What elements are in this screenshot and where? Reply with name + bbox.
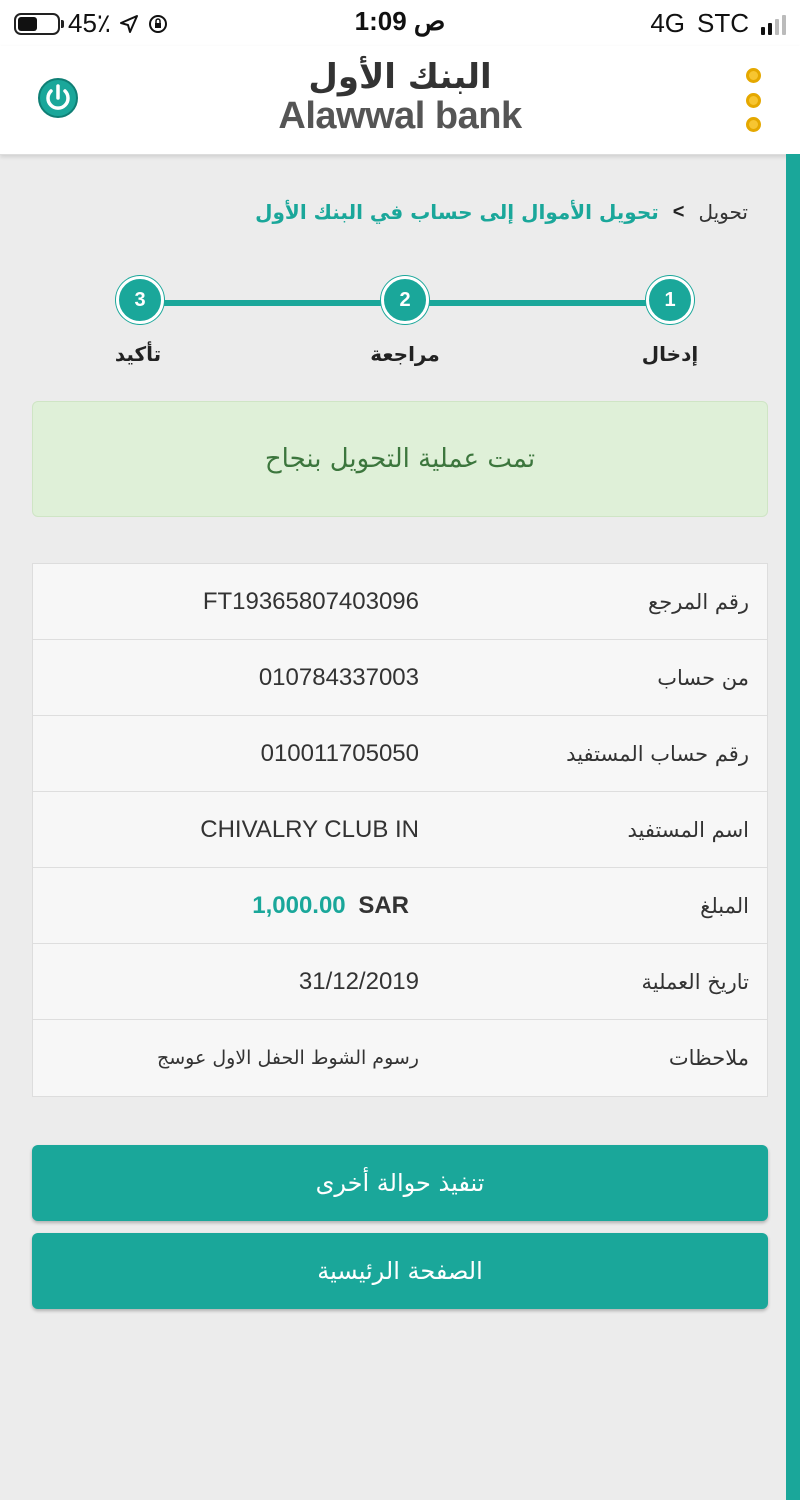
menu-dot-icon bbox=[746, 117, 761, 132]
logo-arabic: البنك الأول bbox=[308, 57, 492, 97]
status-time: 1:09 ص bbox=[354, 6, 446, 36]
detail-label: تاريخ العملية bbox=[641, 970, 749, 994]
step-2-label: مراجعة bbox=[370, 342, 440, 366]
breadcrumb-current: تحويل الأموال إلى حساب في البنك الأول bbox=[255, 200, 659, 224]
step-2-circle: 2 bbox=[381, 276, 429, 324]
menu-dot-icon bbox=[746, 68, 761, 83]
status-right bbox=[650, 8, 786, 39]
step-1-circle: 1 bbox=[646, 276, 694, 324]
detail-value: 31/12/2019 bbox=[298, 968, 419, 995]
network-type: 4G bbox=[650, 8, 685, 38]
detail-label: من حساب bbox=[657, 666, 749, 690]
transfer-details-table bbox=[32, 563, 768, 1097]
menu-button[interactable] bbox=[746, 68, 766, 132]
detail-label: اسم المستفيد bbox=[627, 818, 749, 842]
detail-row-amount bbox=[33, 868, 767, 944]
signal-strength-icon bbox=[761, 13, 786, 35]
bank-logo bbox=[0, 58, 800, 136]
step-1-label: إدخال bbox=[641, 342, 699, 366]
battery-percent: 45٪ bbox=[68, 8, 111, 38]
detail-value-amount bbox=[252, 868, 409, 944]
success-alert: تمت عملية التحويل بنجاح bbox=[32, 401, 768, 517]
detail-value: 010784337003 bbox=[258, 664, 419, 691]
detail-label: المبلغ bbox=[700, 894, 749, 918]
detail-label: ملاحظات bbox=[668, 1046, 749, 1070]
menu-dot-icon bbox=[746, 93, 761, 108]
progress-stepper bbox=[0, 276, 800, 376]
amount-number: 1,000.00 bbox=[252, 892, 346, 919]
status-bar bbox=[0, 0, 800, 46]
breadcrumb bbox=[255, 200, 748, 224]
detail-value: 010011705050 bbox=[260, 740, 419, 767]
carrier-name: STC bbox=[697, 8, 749, 38]
detail-row-notes bbox=[33, 1020, 767, 1096]
detail-label: رقم المرجع bbox=[648, 590, 749, 614]
detail-value: FT19365807403096 bbox=[202, 588, 419, 615]
step-3-circle: 3 bbox=[116, 276, 164, 324]
detail-row-date bbox=[33, 944, 767, 1020]
amount-currency: SAR bbox=[358, 892, 409, 919]
detail-value: CHIVALRY CLUB IN bbox=[200, 816, 419, 843]
app-header bbox=[0, 46, 800, 155]
breadcrumb-root[interactable]: تحويل bbox=[698, 200, 748, 224]
logo-english: Alawwal bank bbox=[278, 95, 522, 137]
another-transfer-button[interactable]: تنفيذ حوالة أخرى bbox=[32, 1145, 768, 1221]
detail-label: رقم حساب المستفيد bbox=[566, 742, 749, 766]
step-3-label: تأكيد bbox=[114, 342, 162, 366]
breadcrumb-separator: > bbox=[672, 200, 685, 223]
detail-row-beneficiary-name bbox=[33, 792, 767, 868]
detail-row-reference bbox=[33, 564, 767, 640]
detail-row-from-account bbox=[33, 640, 767, 716]
detail-row-beneficiary-account bbox=[33, 716, 767, 792]
home-button[interactable]: الصفحة الرئيسية bbox=[32, 1233, 768, 1309]
detail-value: رسوم الشوط الحفل الاول عوسج bbox=[156, 1047, 419, 1069]
